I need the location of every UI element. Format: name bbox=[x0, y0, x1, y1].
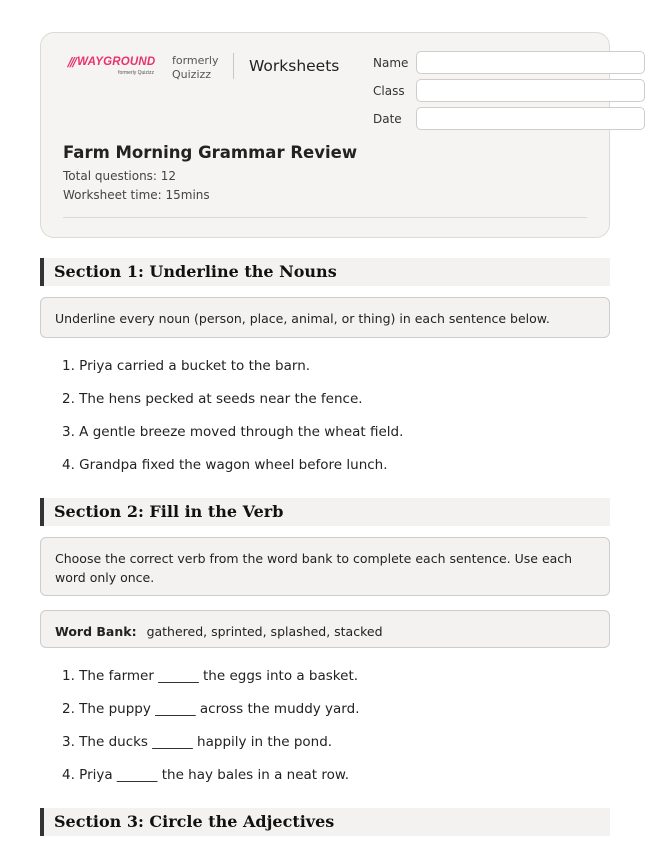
formerly-quizizz-note bbox=[172, 54, 219, 82]
section-1-heading bbox=[40, 258, 610, 286]
worksheet-header bbox=[40, 32, 610, 238]
logo-wordmark: WAYGROUND bbox=[77, 56, 156, 68]
section-2-instructions bbox=[40, 537, 610, 596]
question-item: 4. Grandpa fixed the wagon wheel before lunch. bbox=[62, 457, 388, 473]
name-label: Name bbox=[373, 56, 409, 70]
word-bank bbox=[40, 610, 610, 648]
worksheets-title: Worksheets bbox=[249, 57, 340, 75]
class-field[interactable] bbox=[416, 79, 645, 102]
section-3-title: Section 3: Circle the Adjectives bbox=[54, 812, 335, 831]
wayground-logo bbox=[68, 55, 156, 76]
question-item: 1. The farmer ______ the eggs into a basket. bbox=[62, 668, 359, 684]
worksheet-time: Worksheet time: 15mins bbox=[63, 188, 210, 202]
section-1-instructions bbox=[40, 297, 610, 338]
section-2-title: Section 2: Fill in the Verb bbox=[54, 502, 284, 521]
header-rule bbox=[63, 217, 587, 218]
section-3-heading bbox=[40, 808, 610, 836]
question-item: 2. The puppy ______ across the muddy yard. bbox=[62, 701, 360, 717]
formerly-line-1: formerly bbox=[172, 54, 219, 67]
word-bank-words: gathered, sprinted, splashed, stacked bbox=[146, 624, 383, 639]
question-item: 2. The hens pecked at seeds near the fence. bbox=[62, 391, 363, 407]
question-item: 4. Priya ______ the hay bales in a neat row. bbox=[62, 767, 349, 783]
date-field[interactable] bbox=[416, 107, 645, 130]
logo-mark-icon: /// bbox=[68, 55, 76, 69]
question-item: 3. A gentle breeze moved through the wheat field. bbox=[62, 424, 404, 440]
formerly-line-2: Quizizz bbox=[172, 68, 212, 81]
section-1-instructions-text: Underline every noun (person, place, animal, or thing) in each sentence below. bbox=[55, 311, 550, 326]
question-item: 1. Priya carried a bucket to the barn. bbox=[62, 358, 311, 374]
section-2-instructions-text: Choose the correct verb from the word bank to complete each sentence. Use each word only once. bbox=[55, 551, 573, 585]
question-item: 3. The ducks ______ happily in the pond. bbox=[62, 734, 333, 750]
section-2-heading bbox=[40, 498, 610, 526]
word-bank-label: Word Bank: bbox=[55, 624, 137, 639]
logo-subtext: formerly Quizizz bbox=[118, 70, 154, 76]
total-questions: Total questions: 12 bbox=[63, 169, 177, 183]
section-1-title: Section 1: Underline the Nouns bbox=[54, 262, 337, 281]
worksheet-title: Farm Morning Grammar Review bbox=[63, 143, 358, 162]
class-label: Class bbox=[373, 84, 405, 98]
name-field[interactable] bbox=[416, 51, 645, 74]
header-divider bbox=[233, 53, 234, 79]
date-label: Date bbox=[373, 112, 402, 126]
